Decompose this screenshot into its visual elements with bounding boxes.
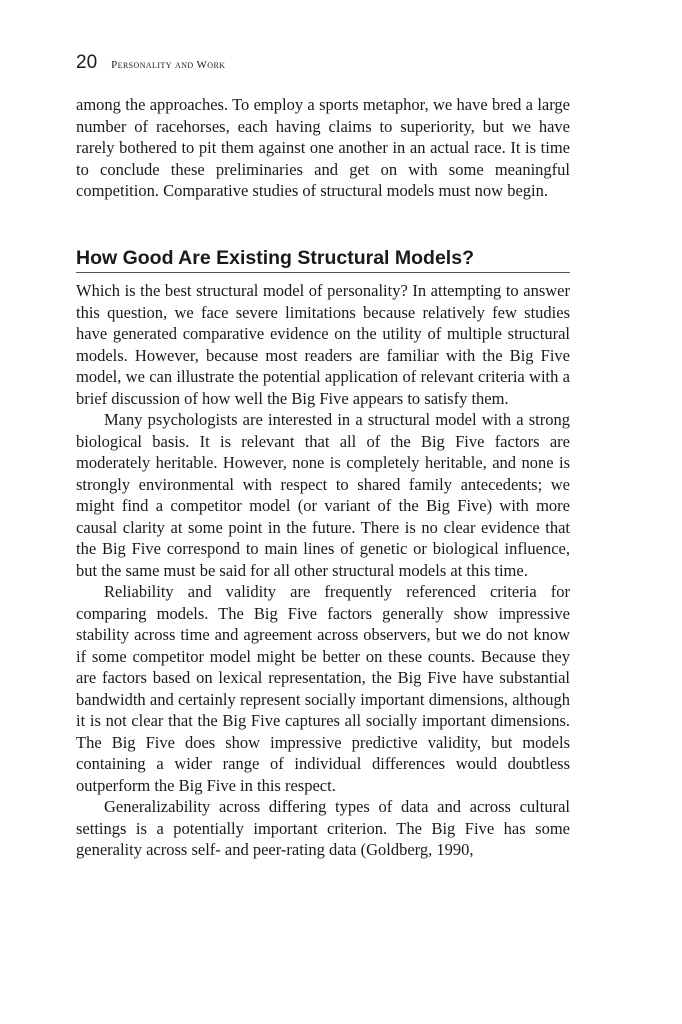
body-paragraph-4: Generalizability across differing types of data and across cultural settings is a potentially important criterion. The Big Five has some generality across self- and peer-rating data (Goldberg, 1990, <box>76 797 570 859</box>
intro-text <box>76 94 570 202</box>
intro-paragraph: among the approaches. To employ a sports metaphor, we have bred a large number of racehorses, each having claims to superiority, but we have rarely bothered to pit them against one another in an actual race. It is time to conclude these preliminaries and get on with some meaningful competition. Comparative studies of structural models must now begin. <box>76 95 570 200</box>
section-body <box>76 280 570 861</box>
running-head <box>76 52 225 76</box>
section-heading: How Good Are Existing Structural Models? <box>76 246 570 273</box>
body-paragraph-2: Many psychologists are interested in a structural model with a strong biological basis. It is relevant that all of the Big Five factors are moderately heritable. However, none is completely heritable, and none is strongly environmental with respect to shared family antecedents; we might find a competitor model (or variant of the Big Five) with more causal clarity at some point in the future. There is no clear evidence that the Big Five correspond to main lines of genetic or biological influence, but the same must be said for all other structural models at this time. <box>76 410 570 580</box>
page-number: 20 <box>76 52 98 73</box>
body-paragraph-3: Reliability and validity are frequently referenced criteria for comparing models. The Big Five factors generally show impressive stability across time and agreement across observers, but we do not know if some competitor model might be better on these counts. Because they are factors based on lexical representation, the Big Five have substantial bandwidth and certainly represent socially important dimensions, although it is not clear that the Big Five captures all socially important dimensions. The Big Five does show impressive predictive validity, but models containing a wider range of individual differences would doubtless outperform the Big Five in this respect. <box>76 582 570 795</box>
running-title: Personality and Work <box>111 59 226 71</box>
body-paragraph-1: Which is the best structural model of personality? In attempting to answer this question, we face severe limitations because relatively few studies have generated comparative evidence on the utility of multiple structural models. However, because most readers are familiar with the Big Five model, we can illustrate the potential application of relevant criteria with a brief discussion of how well the Big Five appears to satisfy them. <box>76 281 570 408</box>
